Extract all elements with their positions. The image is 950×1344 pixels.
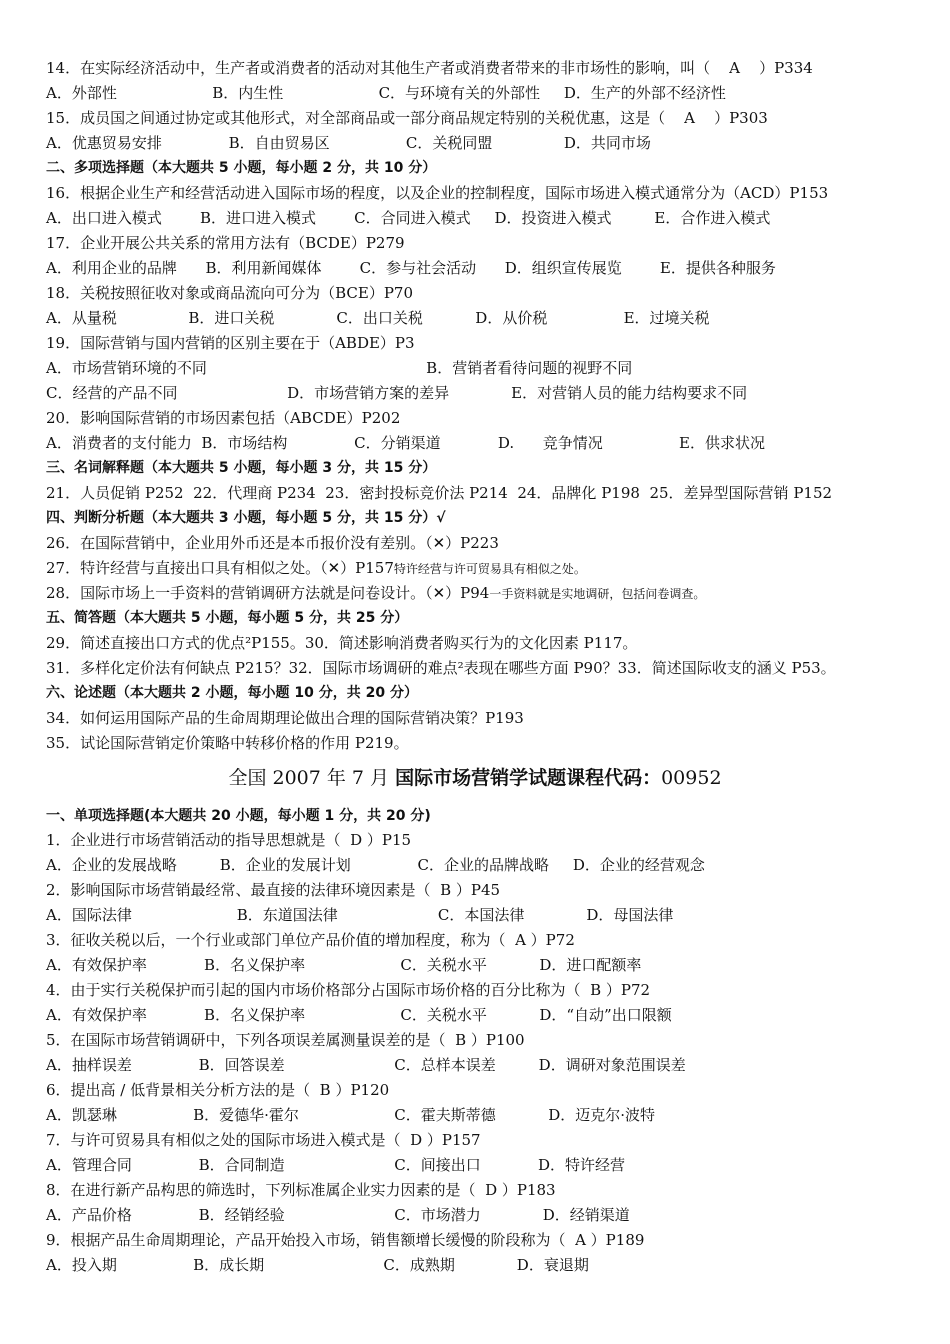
line-text: A．管理合同 B．合同制造 C．间接出口 D．特许经营	[46, 1156, 625, 1174]
line-text: A．企业的发展战略 B．企业的发展计划 C．企业的品牌战略 D．企业的经营观念	[46, 856, 705, 874]
question-line	[46, 183, 828, 203]
question-line	[46, 283, 413, 303]
question-line	[46, 58, 813, 78]
line-text: 7．与许可贸易具有相似之处的国际市场进入模式是（ D ）P157	[46, 1131, 481, 1149]
line-text: 17．企业开展公共关系的常用方法有（BCDE）P279	[46, 234, 405, 252]
question-line	[46, 433, 765, 453]
question-line	[46, 83, 726, 103]
question-line	[46, 583, 705, 604]
question-line	[46, 1005, 672, 1025]
line-text: 35．试论国际营销定价策略中转移价格的作用 P219。	[46, 734, 409, 752]
section-heading	[46, 683, 418, 703]
question-line	[46, 1180, 556, 1200]
line-text: 3．征收关税以后，一个行业或部门单位产品价值的增加程度，称为（ A ）P72	[46, 931, 575, 949]
question-line	[46, 533, 499, 553]
exam-title-date: 全国 2007 年 7 月	[228, 767, 396, 789]
line-text: 8．在进行新产品构思的筛选时，下列标准属企业实力因素的是（ D ）P183	[46, 1181, 556, 1199]
line-text: 34．如何运用国际产品的生命周期理论做出合理的国际营销决策？P193	[46, 709, 524, 727]
exam-title-name: 国际市场营销学试题课程代码：	[395, 767, 662, 789]
question-line	[46, 558, 586, 579]
line-text: 一、单项选择题(本大题共 20 小题，每小题 1 分，共 20 分)	[46, 808, 431, 824]
question-line	[46, 708, 524, 728]
question-line	[46, 258, 776, 278]
exam-title	[0, 766, 950, 790]
line-text: 二、多项选择题（本大题共 5 小题，每小题 2 分，共 10 分）	[46, 160, 437, 176]
line-text: 2．影响国际市场营销最经常、最直接的法律环境因素是（ B ）P45	[46, 881, 501, 899]
line-text: A．有效保护率 B．名义保护率 C．关税水平 D．“自动”出口限额	[46, 1006, 672, 1024]
question-line	[46, 1230, 644, 1250]
question-line	[46, 358, 632, 378]
question-line	[46, 955, 641, 975]
line-text: A．从量税 B．进口关税 C．出口关税 D．从价税 E．过境关税	[46, 309, 710, 327]
line-text: A．市场营销环境的不同 B．营销者看待问题的视野不同	[46, 359, 633, 377]
line-text: 19．国际营销与国内营销的区别主要在于（ABDE）P3	[46, 334, 415, 352]
line-text: 9．根据产品生命周期理论，产品开始投入市场，销售额增长缓慢的阶段称为（ A ）P189	[46, 1231, 645, 1249]
line-text: 4．由于实行关税保护而引起的国内市场价格部分占国际市场价格的百分比称为（ B ）P72	[46, 981, 651, 999]
answer-note: 一手资料就是实地调研，包括问卷调查。	[489, 587, 706, 601]
line-text: A．抽样误差 B．回答误差 C．总样本误差 D．调研对象范围误差	[46, 1056, 686, 1074]
question-line	[46, 1030, 525, 1050]
question-line	[46, 1155, 625, 1175]
section-heading	[46, 806, 431, 826]
line-text: A．有效保护率 B．名义保护率 C．关税水平 D．进口配额率	[46, 956, 642, 974]
question-line	[46, 980, 650, 1000]
question-line	[46, 658, 836, 678]
line-text: 16．根据企业生产和经营活动进入国际市场的程度，以及企业的控制程度，国际市场进入模式通常分为（ACD）P153	[46, 184, 829, 202]
line-text: 20．影响国际营销的市场因素包括（ABCDE）P202	[46, 409, 401, 427]
section-heading	[46, 608, 408, 628]
line-text: 三、名词解释题（本大题共 5 小题，每小题 3 分，共 15 分）	[46, 460, 437, 476]
line-text: A．国际法律 B．东道国法律 C．本国法律 D．母国法律	[46, 906, 674, 924]
line-text: 六、论述题（本大题共 2 小题，每小题 10 分，共 20 分）	[46, 685, 418, 701]
question-line	[46, 905, 673, 925]
line-text: 18．关税按照征收对象或商品流向可分为（BCE）P70	[46, 284, 413, 302]
line-text: 6．提出高 / 低背景相关分析方法的是（ B ）P120	[46, 1081, 390, 1099]
question-line	[46, 1080, 389, 1100]
question-line	[46, 483, 832, 503]
question-line	[46, 383, 747, 403]
line-text: A．外部性 B．内生性 C．与环境有关的外部性 D．生产的外部不经济性	[46, 84, 726, 102]
question-line	[46, 1255, 589, 1275]
line-text: A．利用企业的品牌 B．利用新闻媒体 C．参与社会活动 D．组织宣传展览 E．提供各种服务	[46, 259, 776, 277]
question-line	[46, 880, 500, 900]
exam-title-code: 00952	[661, 767, 722, 789]
line-text: 14．在实际经济活动中，生产者或消费者的活动对其他生产者或消费者带来的非市场性的影响，叫（ A ）P334	[46, 59, 813, 77]
question-line	[46, 308, 710, 328]
line-text: 29．简述直接出口方式的优点²P155。30．简述影响消费者购买行为的文化因素 P117。	[46, 634, 638, 652]
line-text: A．出口进入模式 B．进口进入模式 C．合同进入模式 D．投资进入模式 E．合作进入模式	[46, 209, 771, 227]
question-line	[46, 408, 400, 428]
question-line	[46, 133, 651, 153]
line-text: C．经营的产品不同 D．市场营销方案的差异 E．对营销人员的能力结构要求不同	[46, 384, 748, 402]
line-text: 28．国际市场上一手资料的营销调研方法就是问卷设计。（✕）P94	[46, 584, 490, 602]
question-line	[46, 108, 768, 128]
line-text: 31．多样化定价法有何缺点 P215？32．国际市场调研的难点²表现在哪些方面 P90？33．简述国际收支的涵义 P53。	[46, 659, 836, 677]
line-text: A．产品价格 B．经销经验 C．市场潜力 D．经销渠道	[46, 1206, 630, 1224]
question-line	[46, 233, 405, 253]
answer-note: 特许经营与许可贸易具有相似之处。	[393, 562, 586, 576]
question-line	[46, 855, 705, 875]
line-text: 四、判断分析题（本大题共 3 小题，每小题 5 分，共 15 分）√	[46, 510, 446, 526]
section-heading	[46, 458, 436, 478]
section-heading	[46, 508, 446, 528]
question-line	[46, 1205, 630, 1225]
line-text: 五、简答题（本大题共 5 小题，每小题 5 分，共 25 分）	[46, 610, 409, 626]
question-line	[46, 930, 575, 950]
line-text: A．凯瑟琳 B．爱德华·霍尔 C．霍夫斯蒂德 D．迈克尔·波特	[46, 1106, 655, 1124]
line-text: A．消费者的支付能力 B．市场结构 C．分销渠道 D. 竞争情况 E．供求状况	[46, 434, 765, 452]
line-text: A．优惠贸易安排 B．自由贸易区 C．关税同盟 D．共同市场	[46, 134, 651, 152]
line-text: 21．人员促销 P252 22．代理商 P234 23．密封投标竞价法 P214 24．品牌化 P198 25．差异型国际营销 P152	[46, 484, 833, 502]
line-text: 27．特许经营与直接出口具有相似之处。（✕）P157	[46, 559, 394, 577]
line-text: 1．企业进行市场营销活动的指导思想就是（ D ）P15	[46, 831, 412, 849]
question-line	[46, 1130, 481, 1150]
section-heading	[46, 158, 436, 178]
line-text: 26．在国际营销中，企业用外币还是本币报价没有差别。（✕）P223	[46, 534, 499, 552]
question-line	[46, 333, 415, 353]
question-line	[46, 1105, 655, 1125]
question-line	[46, 733, 409, 753]
line-text: 5．在国际市场营销调研中，下列各项误差属测量误差的是（ B ）P100	[46, 1031, 525, 1049]
question-line	[46, 633, 637, 653]
question-line	[46, 208, 770, 228]
question-line	[46, 1055, 686, 1075]
line-text: 15．成员国之间通过协定或其他形式，对全部商品或一部分商品规定特别的关税优惠，这是（ A ）P303	[46, 109, 768, 127]
question-line	[46, 830, 411, 850]
line-text: A．投入期 B．成长期 C．成熟期 D．衰退期	[46, 1256, 589, 1274]
